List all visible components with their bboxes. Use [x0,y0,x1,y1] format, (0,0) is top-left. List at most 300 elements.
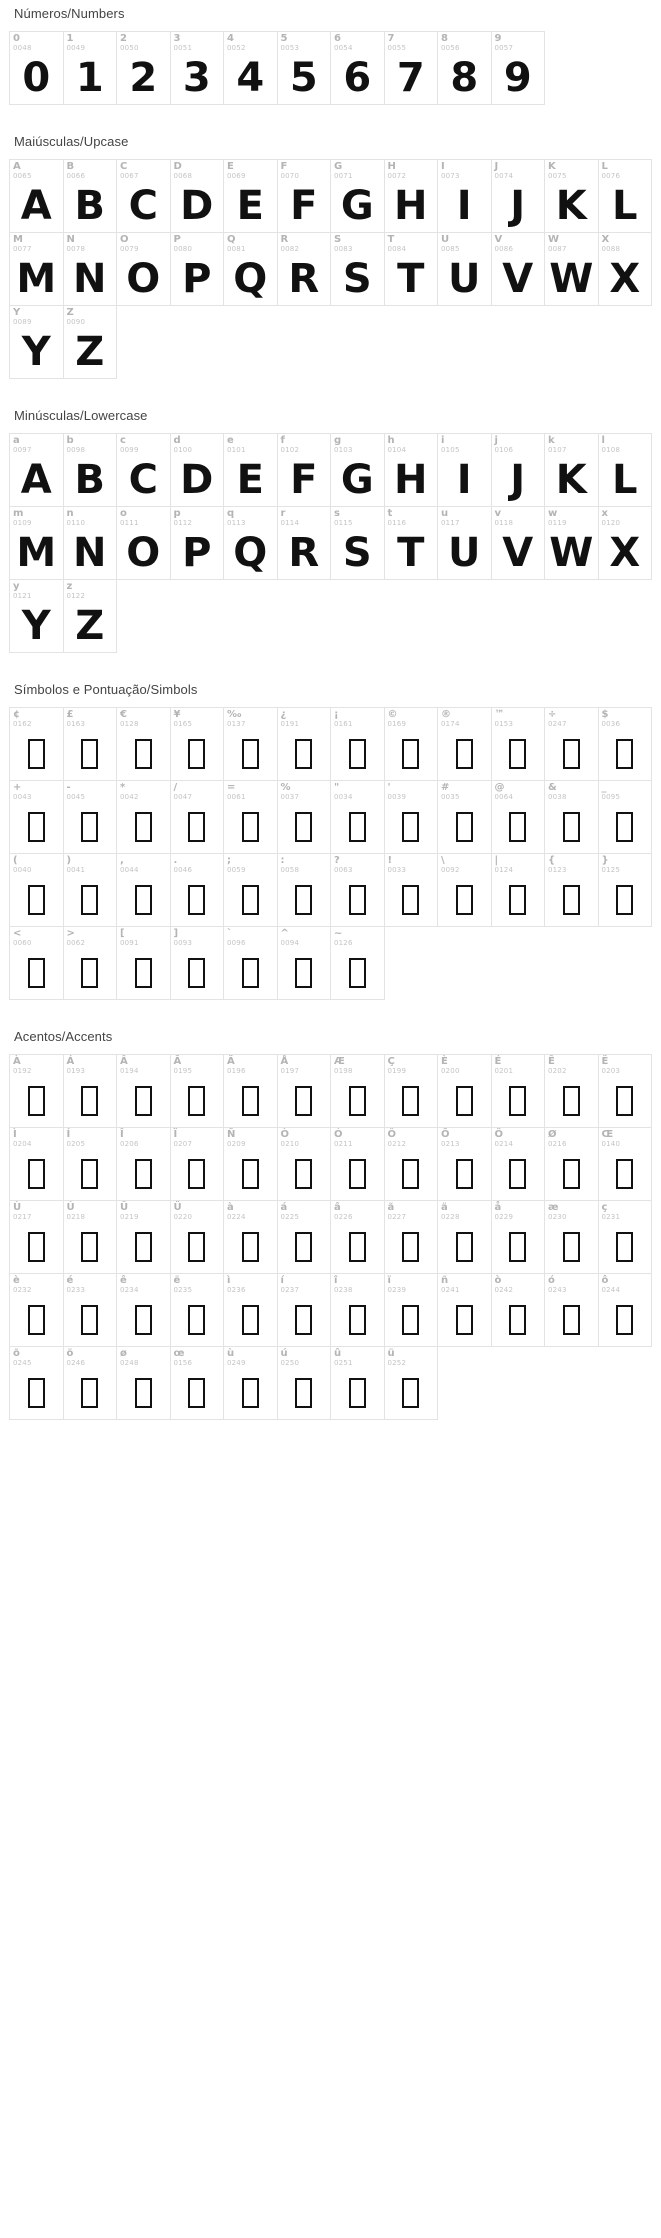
glyph-code-label: 0095 [601,793,621,801]
glyph-meta [64,306,86,326]
glyph-char-label: { [548,855,556,866]
glyph-cell[interactable] [330,780,385,854]
glyph-cell[interactable] [491,1200,546,1274]
glyph-cell[interactable] [63,232,118,306]
glyph-cell[interactable] [330,1200,385,1274]
glyph-preview: J [510,183,526,229]
missing-glyph-icon [349,1378,366,1408]
glyph-char-label: ò [494,1275,502,1286]
glyph-cell[interactable] [384,1273,439,1347]
glyph-cell[interactable] [9,1054,64,1128]
glyph-cell[interactable] [330,707,385,781]
glyph-char-label: Ø [548,1129,557,1140]
glyph-code-label: 0044 [120,866,139,874]
glyph-meta [171,1055,193,1075]
glyph-cell[interactable] [598,1127,653,1201]
glyph-preview [492,1148,545,1200]
missing-glyph-icon [28,1305,45,1335]
glyph-cell[interactable] [384,1346,439,1420]
glyph-cell[interactable] [63,506,118,580]
glyph-cell[interactable] [9,853,64,927]
glyph-cell[interactable] [223,707,278,781]
glyph-meta [224,434,246,454]
glyph-cell[interactable] [223,232,278,306]
glyph-cell[interactable] [223,1346,278,1420]
glyph-code-label: 0234 [120,1286,139,1294]
glyph-cell[interactable] [63,1273,118,1347]
glyph-cell[interactable] [330,1273,385,1347]
glyph-cell[interactable] [384,506,439,580]
glyph-cell[interactable] [170,31,225,105]
glyph-cell[interactable] [9,1273,64,1347]
glyph-preview [10,874,63,926]
glyph-preview: Z [75,603,105,649]
glyph-cell[interactable] [330,1346,385,1420]
glyph-char-label: d [173,435,181,446]
glyph-preview [385,728,438,780]
glyph-cell[interactable] [63,1346,118,1420]
glyph-cell[interactable] [491,1273,546,1347]
glyph-meta [10,781,32,801]
glyph-cell[interactable] [9,579,64,653]
glyph-cell[interactable] [437,31,492,105]
glyph-cell[interactable] [116,1200,171,1274]
glyph-preview: S [342,530,372,576]
glyph-cell[interactable] [437,232,492,306]
glyph-cell[interactable] [384,780,439,854]
glyph-code-label: 0237 [280,1286,300,1294]
missing-glyph-icon [563,1086,580,1116]
glyph-cell[interactable] [63,579,118,653]
glyph-preview [117,728,170,780]
glyph-cell[interactable] [330,1127,385,1201]
glyph-cell[interactable] [491,1054,546,1128]
glyph-cell[interactable] [330,926,385,1000]
glyph-preview: 1 [75,55,104,101]
glyph-code-label: 0034 [334,793,353,801]
glyph-cell[interactable] [116,1127,171,1201]
glyph-cell[interactable] [9,31,64,105]
glyph-cell[interactable] [223,1200,278,1274]
glyph-preview [278,728,331,780]
glyph-char-label: Ã [173,1056,182,1067]
glyph-meta [599,1274,621,1294]
glyph-cell[interactable] [223,433,278,507]
glyph-cell[interactable] [223,780,278,854]
glyph-cell[interactable] [491,780,546,854]
glyph-cell[interactable] [170,1127,225,1201]
glyph-char-label: Ú [66,1202,75,1213]
glyph-cell[interactable] [544,506,599,580]
glyph-preview: D [180,183,214,229]
glyph-cell[interactable] [437,780,492,854]
glyph-cell[interactable] [544,159,599,233]
glyph-preview [385,1367,438,1419]
glyph-meta [171,160,193,180]
glyph-code-label: 0093 [173,939,193,947]
glyph-preview [438,1221,491,1273]
glyph-cell[interactable] [63,1127,118,1201]
glyph-preview: R [288,256,320,302]
glyph-meta [224,1055,246,1075]
glyph-char-label: o [120,508,127,519]
glyph-code-label: 0238 [334,1286,353,1294]
glyph-meta [117,1201,139,1221]
glyph-preview [385,1148,438,1200]
glyph-cell[interactable] [277,853,332,927]
glyph-meta [492,507,514,527]
glyph-cell[interactable] [223,1273,278,1347]
glyph-cell[interactable] [63,926,118,1000]
glyph-cell[interactable] [384,853,439,927]
glyph-preview [438,1148,491,1200]
glyph-cell[interactable] [330,232,385,306]
glyph-preview: 6 [343,55,372,101]
glyph-code-label: 0219 [120,1213,139,1221]
glyph-char-label: i [441,435,445,446]
glyph-cell[interactable] [170,232,225,306]
glyph-cell[interactable] [491,707,546,781]
glyph-cell[interactable] [437,1200,492,1274]
glyph-code-label: 0088 [601,245,621,253]
glyph-cell[interactable] [9,780,64,854]
glyph-cell[interactable] [491,433,546,507]
glyph-meta [331,160,353,180]
glyph-cell[interactable] [491,1127,546,1201]
glyph-code-label: 0210 [280,1140,300,1148]
glyph-cell[interactable] [598,1273,653,1347]
glyph-cell[interactable] [9,1200,64,1274]
glyph-cell[interactable] [9,433,64,507]
glyph-code-label: 0078 [66,245,86,253]
glyph-cell[interactable] [170,926,225,1000]
glyph-cell[interactable] [598,506,653,580]
missing-glyph-icon [616,1086,633,1116]
glyph-cell[interactable] [491,853,546,927]
glyph-cell[interactable] [598,707,653,781]
glyph-cell[interactable] [598,232,653,306]
glyph-char-label: # [441,782,450,793]
glyph-cell[interactable] [116,1273,171,1347]
glyph-cell[interactable] [330,31,385,105]
glyph-cell[interactable] [277,159,332,233]
glyph-preview [438,728,491,780]
glyph-cell[interactable] [437,159,492,233]
glyph-preview: G [340,457,374,503]
glyph-cell[interactable] [437,506,492,580]
glyph-cell[interactable] [277,780,332,854]
glyph-meta [117,708,139,728]
glyph-cell[interactable] [277,232,332,306]
glyph-cell[interactable] [116,159,171,233]
glyph-cell[interactable] [116,506,171,580]
glyph-meta [331,32,353,52]
glyph-char-label: h [387,435,395,446]
glyph-cell[interactable] [491,506,546,580]
glyph-cell[interactable] [223,1054,278,1128]
glyph-char-label: F [280,161,288,172]
glyph-cell[interactable] [170,159,225,233]
glyph-preview [224,728,277,780]
glyph-cell[interactable] [384,1054,439,1128]
glyph-preview [171,728,224,780]
glyph-char-label: f [280,435,285,446]
missing-glyph-icon [509,1086,526,1116]
glyph-preview [224,801,277,853]
glyph-char-label: Ñ [227,1129,236,1140]
glyph-meta [278,1128,300,1148]
glyph-cell[interactable] [437,433,492,507]
glyph-meta [117,1055,139,1075]
glyph-cell[interactable] [437,1127,492,1201]
glyph-cell[interactable] [544,853,599,927]
glyph-cell[interactable] [63,305,118,379]
glyph-cell[interactable] [170,433,225,507]
glyph-cell[interactable] [63,853,118,927]
glyph-cell[interactable] [437,853,492,927]
glyph-cell[interactable] [170,1273,225,1347]
glyph-preview [224,947,277,999]
glyph-cell[interactable] [116,232,171,306]
glyph-cell[interactable] [384,1200,439,1274]
glyph-cell[interactable] [330,853,385,927]
missing-glyph-icon [81,739,98,769]
glyph-cell[interactable] [384,31,439,105]
glyph-char-label: ë [173,1275,181,1286]
glyph-cell[interactable] [63,1054,118,1128]
glyph-code-label: 0099 [120,446,139,454]
glyph-preview [224,1148,277,1200]
glyph-code-label: 0052 [227,44,246,52]
glyph-cell[interactable] [491,31,546,105]
glyph-cell[interactable] [9,506,64,580]
glyph-code-label: 0227 [387,1213,407,1221]
glyph-cell[interactable] [544,433,599,507]
glyph-char-label: % [280,782,291,793]
missing-glyph-icon [295,958,312,988]
glyph-cell[interactable] [598,780,653,854]
glyph-cell[interactable] [9,305,64,379]
glyph-preview [278,1221,331,1273]
section-title: Símbolos e Pontuação/Simbols [14,682,198,697]
glyph-cell[interactable] [277,506,332,580]
glyph-cell[interactable] [491,159,546,233]
glyph-meta [278,1347,300,1367]
glyph-code-label: 0103 [334,446,353,454]
glyph-cell[interactable] [63,31,118,105]
glyph-cell[interactable] [277,926,332,1000]
glyph-cell[interactable] [330,1054,385,1128]
glyph-preview [171,947,224,999]
glyph-section-accents [0,1023,661,1419]
glyph-cell[interactable] [116,853,171,927]
glyph-meta [64,233,86,253]
glyph-cell[interactable] [277,433,332,507]
glyph-cell[interactable] [491,232,546,306]
glyph-cell[interactable] [9,159,64,233]
glyph-cell[interactable] [384,159,439,233]
glyph-code-label: 0096 [227,939,246,947]
glyph-preview: V [502,530,534,576]
glyph-cell[interactable] [170,506,225,580]
glyph-cell[interactable] [170,853,225,927]
glyph-code-label: 0217 [13,1213,32,1221]
glyph-code-label: 0050 [120,44,139,52]
glyph-cell[interactable] [63,780,118,854]
glyph-cell[interactable] [384,433,439,507]
glyph-cell[interactable] [544,1054,599,1128]
glyph-meta [545,1128,567,1148]
glyph-char-label: b [66,435,74,446]
glyph-code-label: 0105 [441,446,460,454]
glyph-char-label: ¥ [173,709,181,720]
glyph-cell[interactable] [170,707,225,781]
glyph-cell[interactable] [223,1127,278,1201]
glyph-preview: M [16,530,57,576]
glyph-cell[interactable] [330,159,385,233]
glyph-cell[interactable] [277,1346,332,1420]
glyph-code-label: 0242 [494,1286,514,1294]
glyph-char-label: U [441,234,450,245]
glyph-cell[interactable] [63,159,118,233]
glyph-cell[interactable] [9,1127,64,1201]
glyph-code-label: 0067 [120,172,139,180]
glyph-cell[interactable] [63,1200,118,1274]
glyph-meta [545,781,567,801]
glyph-cell[interactable] [544,707,599,781]
missing-glyph-icon [242,1159,259,1189]
glyph-preview [117,1294,170,1346]
glyph-cell[interactable] [116,707,171,781]
glyph-cell[interactable] [170,780,225,854]
glyph-cell[interactable] [277,707,332,781]
missing-glyph-icon [81,1378,98,1408]
glyph-code-label: 0119 [548,519,567,527]
glyph-char-label: H [387,161,396,172]
glyph-cell[interactable] [277,31,332,105]
glyph-char-label: ¡ [334,709,339,720]
glyph-preview: Z [75,329,105,375]
glyph-cell[interactable] [170,1346,225,1420]
glyph-preview [492,801,545,853]
glyph-grid [0,31,661,104]
glyph-cell[interactable] [277,1054,332,1128]
glyph-cell[interactable] [598,853,653,927]
glyph-cell[interactable] [598,433,653,507]
missing-glyph-icon [28,812,45,842]
glyph-meta [10,160,32,180]
glyph-code-label: 0089 [13,318,32,326]
glyph-cell[interactable] [384,1127,439,1201]
glyph-code-label: 0246 [66,1359,86,1367]
glyph-cell[interactable] [223,926,278,1000]
glyph-code-label: 0232 [13,1286,32,1294]
glyph-cell[interactable] [598,159,653,233]
glyph-meta [64,1347,86,1367]
glyph-code-label: 0196 [227,1067,246,1075]
glyph-cell[interactable] [437,1054,492,1128]
glyph-char-label: ÷ [548,709,557,720]
glyph-preview [438,874,491,926]
glyph-cell[interactable] [544,1127,599,1201]
glyph-cell[interactable] [116,780,171,854]
glyph-meta [278,1201,300,1221]
glyph-cell[interactable] [384,707,439,781]
glyph-cell[interactable] [223,159,278,233]
glyph-code-label: 0073 [441,172,460,180]
glyph-cell[interactable] [277,1127,332,1201]
glyph-cell[interactable] [277,1273,332,1347]
glyph-cell[interactable] [223,506,278,580]
glyph-preview [385,1075,438,1127]
glyph-meta [278,1055,300,1075]
glyph-cell[interactable] [9,926,64,1000]
glyph-code-label: 0110 [66,519,86,527]
glyph-char-label: Ì [13,1129,17,1140]
glyph-preview [64,728,117,780]
glyph-cell[interactable] [437,707,492,781]
glyph-cell[interactable] [544,780,599,854]
glyph-cell[interactable] [598,1054,653,1128]
glyph-preview: I [456,457,472,503]
glyph-preview [331,1148,384,1200]
glyph-cell[interactable] [170,1200,225,1274]
glyph-cell[interactable] [63,433,118,507]
glyph-char-label: C [120,161,128,172]
glyph-code-label: 0058 [280,866,300,874]
missing-glyph-icon [188,739,205,769]
glyph-meta [224,781,246,801]
glyph-cell[interactable] [116,1054,171,1128]
glyph-meta [64,781,86,801]
glyph-preview [10,1221,63,1273]
glyph-code-label: 0057 [494,44,514,52]
glyph-cell[interactable] [9,232,64,306]
glyph-cell[interactable] [598,1200,653,1274]
glyph-cell[interactable] [170,1054,225,1128]
missing-glyph-icon [295,1159,312,1189]
missing-glyph-icon [242,958,259,988]
glyph-cell[interactable] [116,1346,171,1420]
missing-glyph-icon [242,885,259,915]
glyph-cell[interactable] [116,433,171,507]
glyph-cell[interactable] [9,707,64,781]
glyph-cell[interactable] [544,1200,599,1274]
glyph-preview: C [128,457,158,503]
glyph-cell[interactable] [437,1273,492,1347]
glyph-cell[interactable] [330,506,385,580]
glyph-char-label: / [173,782,178,793]
glyph-cell[interactable] [384,232,439,306]
glyph-cell[interactable] [544,232,599,306]
missing-glyph-icon [28,739,45,769]
glyph-meta [117,854,139,874]
glyph-cell[interactable] [223,853,278,927]
glyph-char-label: Â [120,1056,128,1067]
glyph-cell[interactable] [116,31,171,105]
glyph-char-label: æ [548,1202,559,1213]
glyph-char-label: y [13,581,20,592]
glyph-cell[interactable] [223,31,278,105]
glyph-cell[interactable] [544,1273,599,1347]
glyph-char-label: $ [601,709,609,720]
glyph-cell[interactable] [9,1346,64,1420]
glyph-cell[interactable] [116,926,171,1000]
glyph-char-label: Í [66,1129,71,1140]
glyph-cell[interactable] [63,707,118,781]
glyph-cell[interactable] [277,1200,332,1274]
glyph-cell[interactable] [330,433,385,507]
